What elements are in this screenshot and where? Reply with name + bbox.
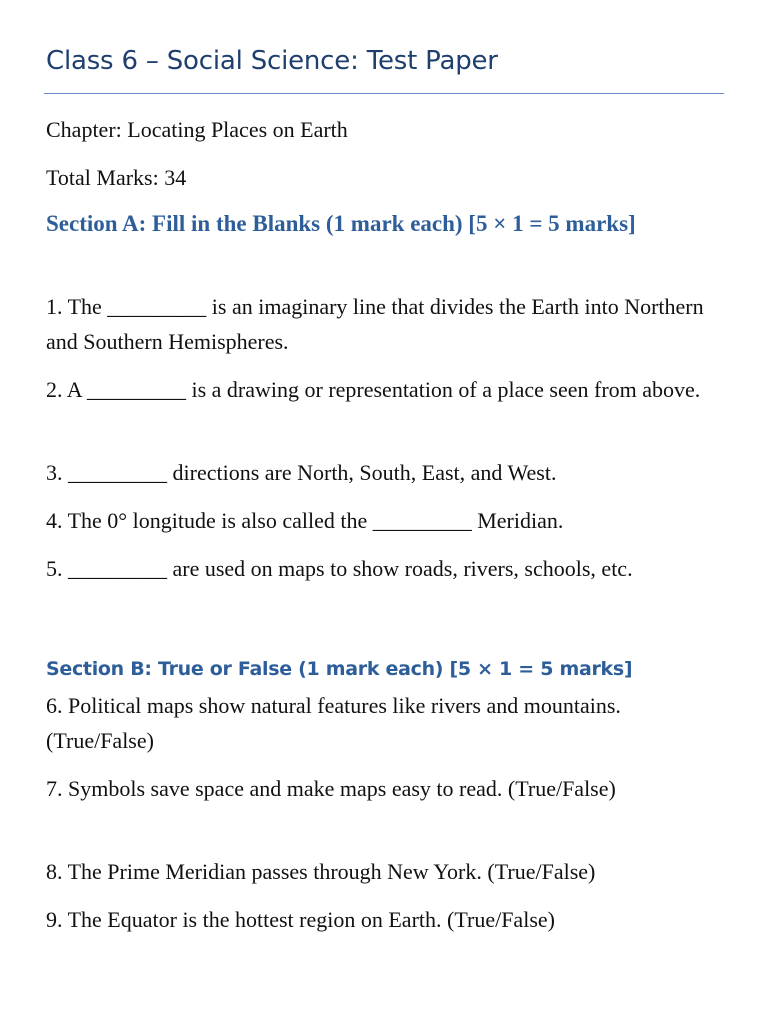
total-marks-line: Total Marks: 34 (46, 165, 187, 190)
question-9: 9. The Equator is the hottest region on Earth. (True/False) (46, 907, 555, 932)
section-a-heading: Section A: Fill in the Blanks (1 mark each) [5 × 1 = 5 marks] (46, 211, 636, 236)
page-title: Class 6 – Social Science: Test Paper (46, 46, 498, 76)
question-5: 5. _________ are used on maps to show roads, rivers, schools, etc. (46, 556, 633, 581)
title-divider (44, 93, 724, 94)
question-6: 6. Political maps show natural features like rivers and mountains. (True/False) (46, 693, 621, 753)
question-1: 1. The _________ is an imaginary line that divides the Earth into Northern and Southern Hemispheres. (46, 294, 704, 354)
question-8: 8. The Prime Meridian passes through New York. (True/False) (46, 859, 596, 884)
chapter-line: Chapter: Locating Places on Earth (46, 117, 348, 142)
question-7: 7. Symbols save space and make maps easy to read. (True/False) (46, 776, 616, 801)
question-3: 3. _________ directions are North, South, East, and West. (46, 460, 557, 485)
section-b-heading: Section B: True or False (1 mark each) [5 × 1 = 5 marks] (46, 658, 633, 680)
question-2: 2. A _________ is a drawing or representation of a place seen from above. (46, 377, 701, 402)
question-4: 4. The 0° longitude is also called the _________ Meridian. (46, 508, 564, 533)
